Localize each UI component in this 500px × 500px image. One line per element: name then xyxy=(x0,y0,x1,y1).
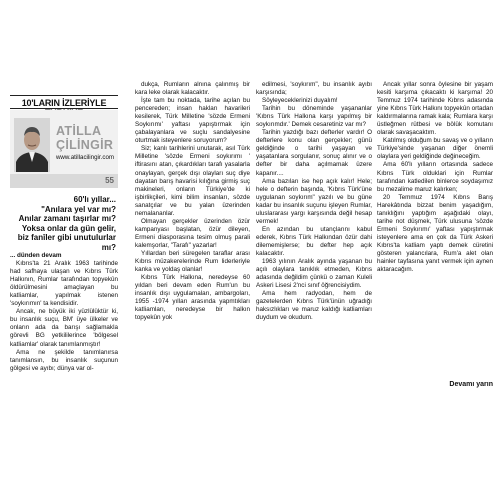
header-rule-top xyxy=(10,95,118,96)
paragraph: ... dünden devam xyxy=(10,252,62,259)
headline xyxy=(14,195,116,253)
author-photo-image xyxy=(14,118,50,172)
paragraph: Ama 60'lı yılların ortasında sadece Kıbrıs Türk olduklari için Rumlar tarafından katledilen binlerce soydaşımız bu mezalime maruz kalırken; xyxy=(377,161,493,193)
paragraph: Yıllardan beri süregelen taraflar arası Kıbrıs müzakerelerinde Rum liderleriyle kanka ve yoldaş olanlar! xyxy=(135,249,250,274)
issue-number: 55 xyxy=(105,176,114,185)
text-column-3 xyxy=(256,81,372,322)
author-photo xyxy=(14,118,50,172)
paragraph: Söyleyeceklerinizi duyalım! xyxy=(262,97,338,105)
headline-line: Anılar zamanı taşırlar mı? xyxy=(18,214,116,224)
continued-label: Devamı yarın xyxy=(449,381,493,388)
paragraph: En azından bu utançlarını kabul ederek, Kıbrıs Türk Halkından özür dahi dilememişlerse; bu defter hep açık kalacaktır. xyxy=(256,225,372,257)
series-title: 10'LARIN İZLERİYLE xyxy=(21,98,107,108)
header-rule-bottom xyxy=(10,108,118,109)
author-box-footer xyxy=(10,174,118,188)
author-last-name: ÇİLİNGİR xyxy=(56,138,114,152)
paragraph: Katılmış olduğum bu savaş ve o yılların Türkiye'sinde yaşanan diğer önemli olaylara yeri geldiğinde değineceğim. xyxy=(377,137,493,161)
text-column-1 xyxy=(10,252,118,373)
headline-line: "Anılara yel var mı? xyxy=(41,204,116,214)
paragraph: İşte tam bu noktada, tarihe açılan bu pencereden; insan hakları havarileri kesilerek, Türk Milletine 'sözde Ermeni Soykırımı' yaftası yapıştırmak için çabalayanlara ve suçlu sandalyesine oturtmak isteyenlere soruyorum? xyxy=(135,97,250,145)
author-name xyxy=(56,124,116,152)
paragraph: edilmesi, 'soykırım'', bu insanlık ayıbı karşısında; xyxy=(256,81,372,97)
paragraph: Olmayan gerçekler üzerinden özür kampanyası başlatan, özür dileyen, Ermeni diasporasına tesim olmuş parali kalemşorlar, "Tarafı" yazarlar! xyxy=(135,217,250,249)
author-box xyxy=(10,110,118,188)
author-first-name: ATİLLA xyxy=(56,124,102,138)
paragraph: Ama bazıları ise hep açık kalır! Hele; hele o defterin başında, 'Kıbrıs Türk'üne uygulanan soykırım" yazılı ve bu güne kadar bu insanlık suçunu işleyen Rumlar, uluslararası yargı karşısında değil hesap vermek! xyxy=(256,177,372,225)
paragraph: Ama ne şekilde tanımlanırsa tanımlansın, bu insanlık suçunun gölgesi ve ayıbı; dünya var ol- xyxy=(10,348,118,372)
paragraph: Ancak, ne büyük iki yüzlülüktür ki, bu insanlık suçu, BM' üye ülkeler ve onların ada da barışı sağlamakla görevli BG yetkililerince 'bölgesel katliamlar' olarak tanımlanmıştır! xyxy=(10,308,118,348)
paragraph: 20 Temmuz 1974 Kıbrıs Barış Harekâtında bizzat benim yaşadığım, tanıklığını yaptığım aşağıdaki olayı, tarihe not düşmek, Türk ulusuna 'sözde Ermeni Soykırımı' yaftası yapıştırmak isteyenlere ama en çok da Türk Askeri Kıbrıs'ta katliam yaptı demek cüretini gösteren yalancılara, Rum'a alet olan hainler tayfasına yanıt vermek için aynen aktaracağım. xyxy=(377,193,493,274)
paragraph: Tarihin bu döneminde yaşananlar 'Kıbrıs Türk Halkına karşı yapılmış bir soykırımdır.' Demek cesaretiniz var mı? xyxy=(256,105,372,129)
text-column-4 xyxy=(377,81,493,274)
paragraph: Kıbrıs Türk Halkına, neredeyse 60 yıldan beri devam eden Rum'un bu insanlık dışı uygulamaları, ambargoları, 1955 -1974 yılları arasında yapmtıkları katliamları, neredeyse bir halkın topyekûn yok xyxy=(135,274,250,322)
paragraph: Tarihin yazdığı bazı defterler vardır! O defterlere konu olan gerçekler; günü geldiğinde o tarihi yaşayan ve yaşatanlara sorgulanır, sonuç alınır ve o defter bir daha açılmamak üzere kapanır.... xyxy=(256,129,372,177)
text-column-2 xyxy=(135,81,250,322)
paragraph: 1963 yılının Aralık ayında yaşanan bu açılı olaylara tanıklık etmeden, Kıbrıs adasında değildim çünkü o zaman Kuleli Askeri Lisesi 2'nci sınıf öğrencisiydim. xyxy=(256,258,372,290)
paragraph: Siz; kanlı tarihlerini unutarak, asıl Türk Milletine 'sözde Ermeni soykırımı ' iftirasını atan, çıkardıkları tarafı yasalarla onaylayan, gerçek dışı olayları suç diye dayatan barış havarisi kılığına girmiş suç makineleri, onların Türkiye'de ki işbirlikçileri, kimi bilim insanları, sözde sanatçılar ve bu yalan üzerinden nemalananlar. xyxy=(135,145,250,217)
author-website: www.atillacilingir.com xyxy=(55,154,115,161)
headline-line: biz fanîler gibi unutulurlar mı? xyxy=(17,233,116,252)
paragraph: Kıbrıs'ta 21 Aralık 1963 tarihinde had safhaya ulaşan ve Kıbrıs Türk Halkının, Rumlar tarafından topyekûn öldürülmesini amaçlayan bu katliamlar, yapılmak istenen 'soykırımın' ta kendisidir. xyxy=(10,260,118,308)
paragraph: Ancak yıllar sonra öylesine bir yaşam kesiti karşıma çıkacaktı ki karşıma! 20 Temmuz 1974 tarihinde Kıbrıs adasında yine Kıbrıs Türk Halkını topyekûn ortadan kaldırmalarına ramak kala; Rumlara karşı üstleğmen rütbesi ve bölük komutanı olarak savaşacaktım. xyxy=(377,81,493,137)
headline-line: Yoksa onlar da gün gelir, xyxy=(21,223,116,233)
paragraph: dukça, Rumların alnına çalınmış bir kara leke olarak kalacaktır. xyxy=(135,81,250,97)
paragraph: Ama hem radyodan, hem de gazetelerden Kıbrıs Türk'ünün uğradığı haksızlıkları ve maruz kaldığı katliamları duydum ve okudum. xyxy=(256,290,372,322)
headline-line: 60'lı yıllar... xyxy=(73,195,116,204)
